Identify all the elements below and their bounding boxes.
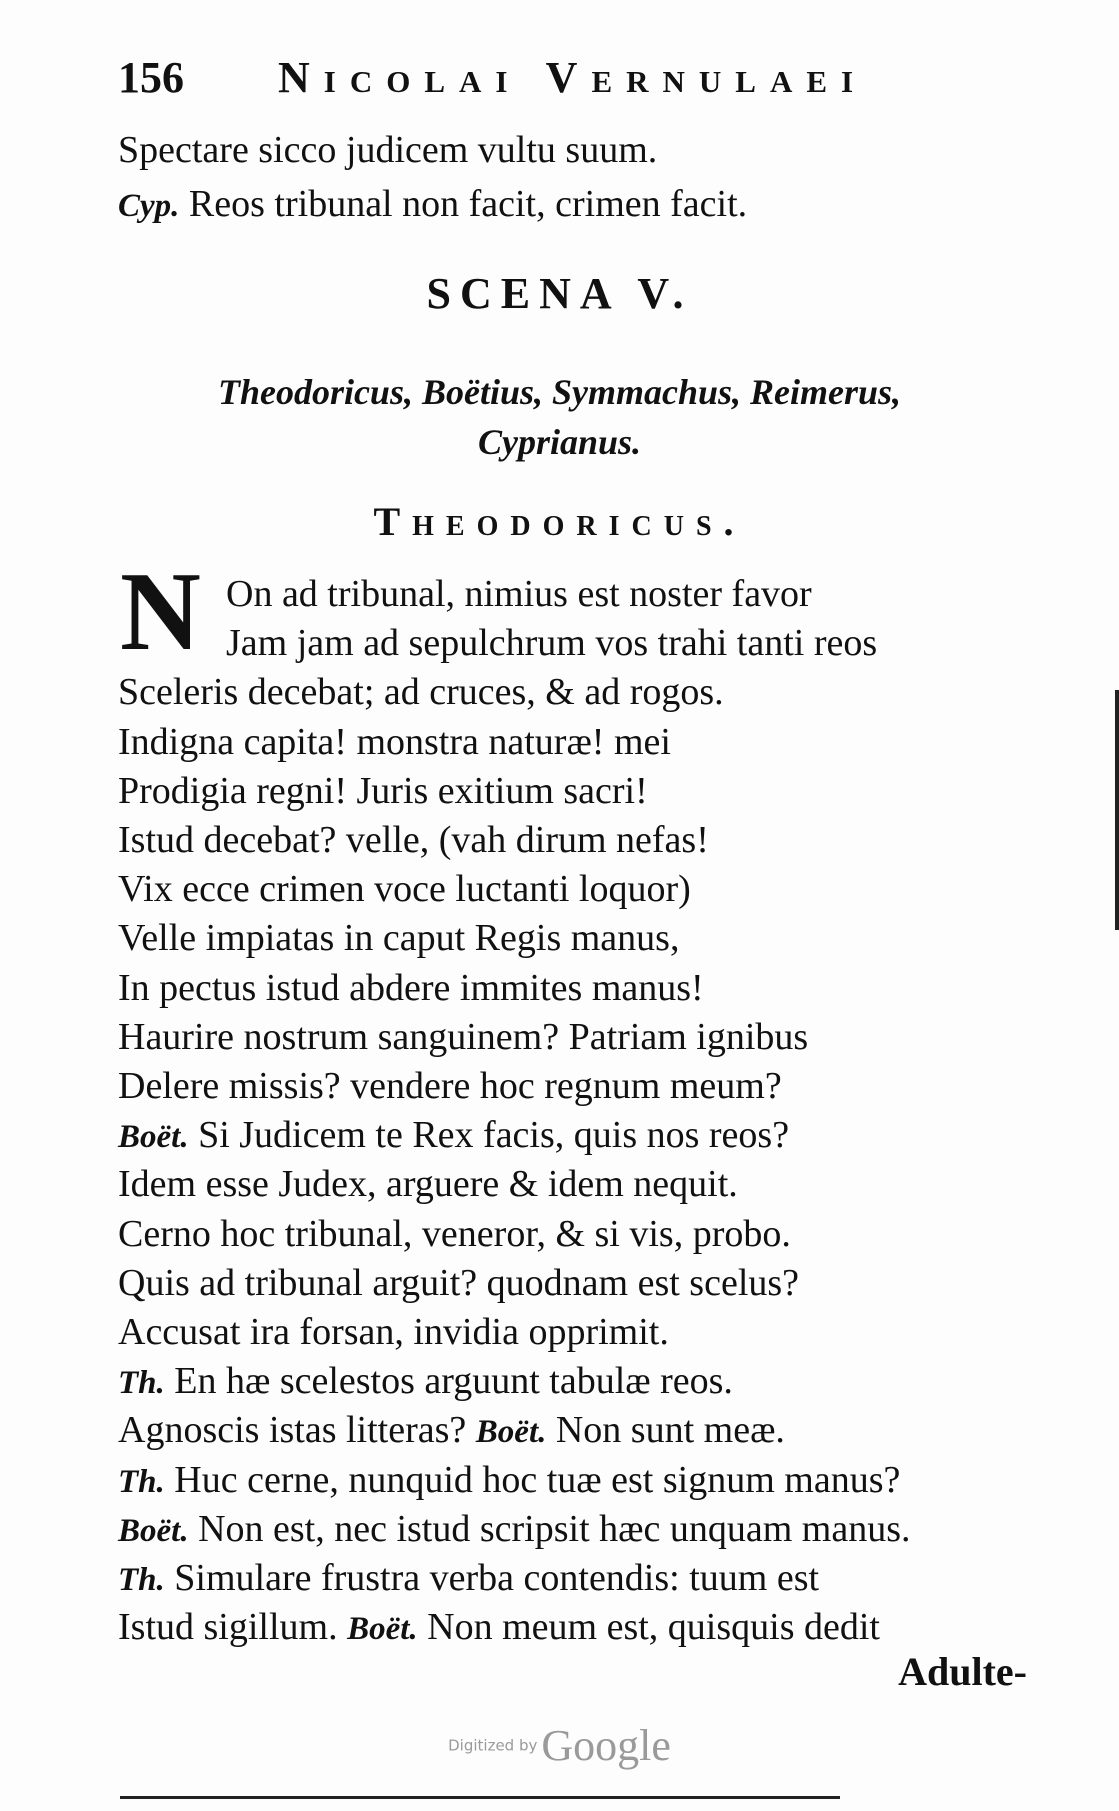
verse-line <box>118 720 671 764</box>
verse-text: Huc cerne, nunquid hoc tuæ est signum manus? <box>174 1459 901 1501</box>
verse-line <box>118 1359 733 1405</box>
dramatis-personae-line-1: Theodoricus, Boëtius, Symmachus, Reimerus, <box>217 372 902 412</box>
page-edge-shadow <box>1115 690 1119 930</box>
verse-text: Prodigia regni! Juris exitium sacri! <box>118 770 648 812</box>
verse-line <box>226 572 812 616</box>
verse-text: En hæ scelestos arguunt tabulæ reos. <box>174 1360 733 1402</box>
verse-line <box>118 1458 900 1504</box>
verse-line <box>118 1507 911 1553</box>
verse-line <box>118 1162 738 1206</box>
verse-line <box>118 1015 808 1059</box>
verse-text: Reos tribunal non facit, crimen facit. <box>188 183 748 225</box>
verse-line <box>118 818 709 862</box>
verse-line <box>118 966 704 1010</box>
verse-line <box>118 1212 791 1256</box>
scene-title: SCENA V. <box>426 269 693 318</box>
page-number: 156 <box>118 53 184 102</box>
verse-text: Delere missis? vendere hoc regnum meum? <box>118 1065 782 1107</box>
speaker-label: Cyp. <box>118 188 180 224</box>
verse-text: Spectare sicco judicem vultu suum. <box>118 129 658 171</box>
speaker-label: Boët. <box>347 1611 418 1647</box>
verse-text: Simulare frustra verba contendis: tuum est <box>174 1557 820 1599</box>
verse-line <box>118 670 724 714</box>
verse-text: Cerno hoc tribunal, veneror, & si vis, probo. <box>118 1213 791 1255</box>
digitized-watermark <box>0 1720 1119 1771</box>
verse-line <box>118 128 657 174</box>
speaker-heading: Theodoricus. <box>373 499 746 544</box>
verse-text: Istud sigillum. <box>118 1606 338 1648</box>
dramatis-personae-line-2: Cyprianus. <box>477 422 642 462</box>
speaker-label: Boët. <box>118 1513 189 1549</box>
catchword: Adulte- <box>898 1649 1027 1694</box>
verse-text: Vix ecce crimen voce luctanti loquor) <box>118 868 691 910</box>
verse-text: On ad tribunal, nimius est noster favor <box>226 573 812 615</box>
verse-text: Agnoscis istas litteras? <box>118 1409 467 1451</box>
bottom-rule <box>120 1796 840 1799</box>
digitized-label: Digitized by <box>448 1736 538 1755</box>
verse-text: Idem esse Judex, arguere & idem nequit. <box>118 1163 738 1205</box>
verse-line <box>118 1556 819 1602</box>
verse-line <box>118 1261 799 1305</box>
verse-text: Haurire nostrum sanguinem? Patriam ignibus <box>118 1016 809 1058</box>
running-header <box>118 52 878 112</box>
verse-line <box>118 769 648 813</box>
verse-text: Sceleris decebat; ad cruces, & ad rogos. <box>118 671 724 713</box>
verse-text: Non meum est, quisquis dedit <box>427 1606 880 1648</box>
verse-text: Non est, nec istud scripsit hæc unquam manus. <box>198 1508 911 1550</box>
verse-line <box>226 621 877 665</box>
speaker-label: Th. <box>118 1464 165 1500</box>
speaker-label: Th. <box>118 1365 165 1401</box>
verse-line <box>118 916 679 960</box>
verse-line <box>118 1064 782 1108</box>
running-title: Nicolai Vernulaei <box>278 53 868 102</box>
google-wordmark: Google <box>541 1721 671 1770</box>
verse-text: Velle impiatas in caput Regis manus, <box>118 917 680 959</box>
verse-line <box>118 1408 785 1454</box>
verse-line <box>118 867 691 911</box>
drop-cap: N <box>120 550 201 674</box>
speaker-label: Boët. <box>118 1119 189 1155</box>
verse-line <box>118 1113 789 1159</box>
verse-text: Non sunt meæ. <box>555 1409 785 1451</box>
verse-text: Istud decebat? velle, (vah dirum nefas! <box>118 819 709 861</box>
speaker-label: Boët. <box>475 1414 547 1450</box>
verse-text: Si Judicem te Rex facis, quis nos reos? <box>198 1114 790 1156</box>
verse-line <box>118 1605 880 1651</box>
verse-text: Accusat ira forsan, invidia opprimit. <box>118 1311 669 1353</box>
verse-line <box>118 182 747 228</box>
verse-text: In pectus istud abdere immites manus! <box>118 967 704 1009</box>
verse-text: Indigna capita! monstra naturæ! mei <box>118 721 671 763</box>
verse-text: Jam jam ad sepulchrum vos trahi tanti reos <box>226 622 878 664</box>
speaker-label: Th. <box>118 1562 165 1598</box>
verse-text: Quis ad tribunal arguit? quodnam est scelus? <box>118 1262 800 1304</box>
verse-line <box>118 1310 669 1354</box>
